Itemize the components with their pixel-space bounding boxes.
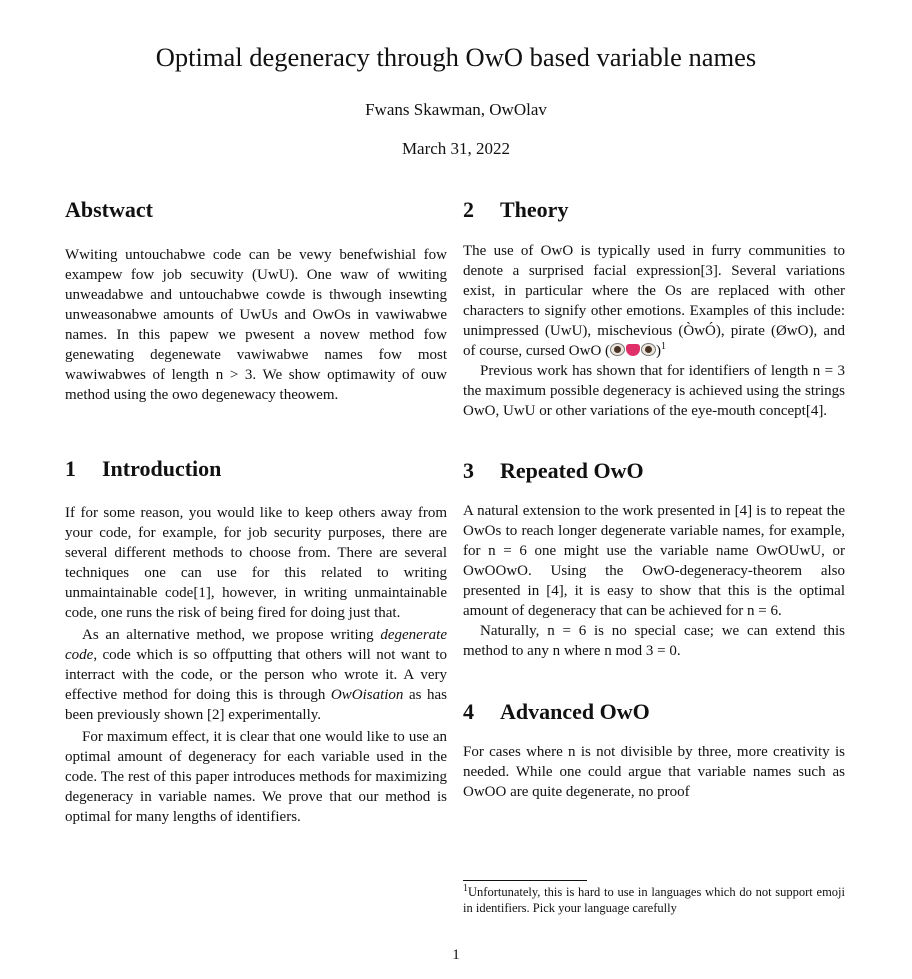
section-heading-introduction — [65, 455, 447, 483]
text-run: ) — [656, 343, 662, 359]
abstract-heading: Abstwact — [65, 197, 153, 222]
left-column — [65, 196, 447, 827]
section-number: 4 — [463, 699, 474, 724]
section-heading-repeated-owo — [463, 457, 845, 485]
paper-date: March 31, 2022 — [401, 139, 511, 158]
text-run: , code which is so offputting that others will not want to interract with the code, or the person who wrote it. A very effective method for doing this is through — [65, 647, 447, 703]
eye-icon — [641, 343, 656, 356]
right-column — [463, 196, 845, 802]
paper-title: Optimal degeneracy through OwO based variable names — [155, 42, 757, 72]
text-run: as has been previously shown [2] experimentally. — [65, 687, 447, 723]
section-title: Advanced OwO — [500, 699, 650, 724]
advanced-paragraph-1: For cases where n is not divisible by three, more creativity is needed. While one could argue that variable names such as OwOO are quite degenerate, no proof — [463, 744, 845, 800]
footnote-rule — [463, 880, 587, 881]
intro-paragraph-3: For maximum effect, it is clear that one would like to use an optimal amount of degeneracy for each variable used in the code. The rest of this paper introduces methods for maximizing degeneracy in variable names. We prove that our method is optimal for many lengths of identifiers. — [65, 729, 447, 825]
tongue-icon — [626, 344, 640, 356]
theory-paragraph-1 — [463, 241, 845, 361]
section-number: 1 — [65, 456, 76, 481]
footnote-mark: 1 — [463, 882, 468, 894]
page-number: 1 — [452, 947, 460, 963]
section-heading-theory — [463, 196, 845, 224]
eye-icon — [610, 343, 625, 356]
cursed-owo-emoji — [610, 343, 656, 359]
intro-paragraph-1: If for some reason, you would like to keep others away from your code, for example, for job security purposes, there are several different methods to choose from. There are several techniques one can use for this related to writing unmaintainable code[1], however, in writing unmaintainable code, one runs the risk of being fired for doing just that. — [65, 505, 447, 621]
footnote-text: Unfortunately, this is hard to use in languages which do not support emoji in identifiers. Pick your language carefully — [463, 885, 845, 915]
section-number: 3 — [463, 458, 474, 483]
paper-authors: Fwans Skawman, OwOlav — [365, 100, 547, 119]
footnote-marker: 1 — [661, 341, 667, 352]
section-number: 2 — [463, 197, 474, 222]
emphasis-owoisation: OwOisation — [330, 687, 404, 703]
repeated-paragraph-2: Naturally, n = 6 is no special case; we can extend this method to any n where n mod 3 = 0. — [463, 623, 845, 659]
section-heading-advanced-owo — [463, 698, 845, 726]
section-title: Theory — [500, 197, 569, 222]
abstract-text: Wwiting untouchabwe code can be vewy benefwishial fow exampew fow job secuwity (UwU). One waw of wwiting unweadabwe and untouchabwe cowde is thwough insewting unweasonabwe amounts of UwUs and OwOs in vawiwabwe names. In this papew we pwesent a novew method fow genewating degenewate vawiwabwe names fow most wawiwabwes of length n > 3. We show optimawity of ouw method using the owo degenewacy theowem. — [65, 247, 447, 403]
repeated-paragraph-1: A natural extension to the work presented in [4] is to repeat the OwOs to reach longer degenerate variable names, for example, for n = 6 one might use the variable name OwOUwU, or OwOOwO. Using the OwO-degeneracy-theorem also presented in [4], it is easy to show that this is the optimal amount of degeneracy that can be achieved for n = 6. — [463, 503, 845, 619]
section-title: Repeated OwO — [500, 458, 644, 483]
section-title: Introduction — [102, 456, 222, 481]
text-run: As an alternative method, we propose writing — [82, 627, 381, 643]
emphasis-degenerate-code: degenerate code — [65, 627, 447, 663]
text-run: The use of OwO is typically used in furry communities to denote a surprised facial expression[3]. Several variations exist, in particular where the Os are replaced with other characters to signify other emotions. Examples of this include: unimpressed (UwU), mischevious (ÒwÓ), pirate (ØwO), and of course, cursed OwO ( — [463, 243, 845, 359]
intro-paragraph-2 — [65, 625, 447, 725]
footnote — [463, 884, 845, 916]
theory-paragraph-2: Previous work has shown that for identifiers of length n = 3 the maximum possible degeneracy is achieved using the strings OwO, UwU or other variations of the eye-mouth concept[4]. — [463, 363, 845, 419]
